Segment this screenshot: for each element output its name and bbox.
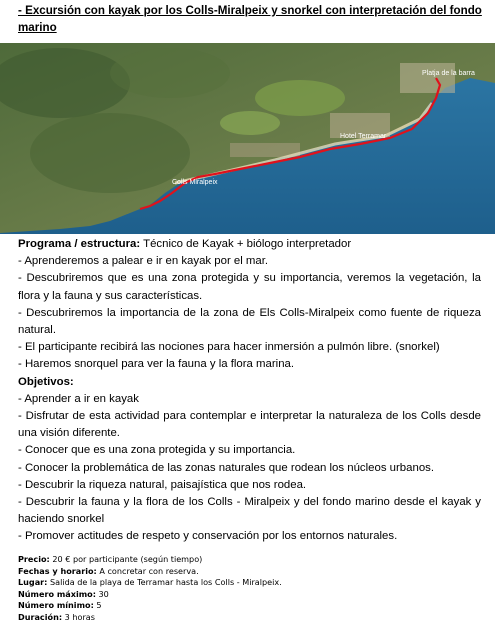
list-item: - Promover actitudes de respeto y conservación por los entornos naturales. — [18, 530, 398, 543]
list-item: - Aprenderemos a palear e ir en kayak por el mar. — [18, 255, 269, 268]
list-item: - El participante recibirá las nociones para hacer inmersión a pulmón libre. (snorkel) — [18, 341, 440, 354]
detail-value: 5 — [93, 600, 102, 610]
list-item: - Conocer que es una zona protegida y su importancia. — [18, 444, 296, 457]
detail-minimo — [18, 600, 481, 612]
page-title: - Excursión con kayak por los Colls-Miralpeix y snorkel con interpretación del fondo marino — [18, 4, 482, 34]
detail-value: A concretar con reserva. — [96, 565, 199, 576]
map-label-colls: Colls Miralpeix — [172, 179, 218, 186]
detail-fechas — [18, 566, 481, 578]
map-label-hotel: Hotel Terramar — [340, 133, 387, 140]
detail-value: 3 horas — [62, 611, 95, 622]
detail-duracion — [18, 612, 481, 624]
programa-label: Programa / estructura: — [18, 238, 141, 250]
detail-label: Número máximo: — [18, 588, 96, 599]
list-item: - Descubriremos la importancia de la zona de Els Colls-Miralpeix como fuente de riqueza natural. — [18, 306, 481, 337]
list-item: - Descubrir la riqueza natural, paisajística que nos rodea. — [18, 478, 307, 491]
detail-label: Duración: — [18, 611, 63, 622]
detail-value: 30 — [95, 588, 109, 599]
detail-label: Lugar: — [18, 577, 48, 587]
detail-lugar — [18, 577, 481, 589]
detail-precio — [18, 554, 481, 566]
list-item: - Conocer la problemática de las zonas naturales que rodean los núcleos urbanos. — [18, 461, 435, 474]
list-item: - Aprender a ir en kayak — [18, 392, 139, 405]
list-item: - Descubrir la fauna y la flora de los Colls - Miralpeix y del fondo marino desde el kayak y haciendo snorkel — [18, 496, 481, 526]
objetivos-label: Objetivos: — [18, 375, 74, 388]
detail-value: 20 € por participante (según tiempo) — [49, 554, 203, 564]
list-item: - Descubriremos que es una zona protegida y su importancia, veremos la vegetación, la flora y la fauna y sus características. — [18, 272, 481, 302]
detail-label: Fechas y horario: — [18, 565, 97, 576]
detail-label: Precio: — [18, 554, 50, 564]
aerial-route-map — [0, 43, 495, 234]
map-label-playa: Platja de la barra — [422, 70, 475, 77]
programa-line — [18, 236, 481, 253]
detail-maximo — [18, 589, 481, 601]
detail-value: Salida de la playa de Terramar hasta los Colls - Miralpeix. — [47, 577, 282, 587]
list-item: - Disfrutar de esta actividad para contemplar e interpretar la naturaleza de los Colls desde una visión diferente. — [18, 410, 481, 440]
program-description — [18, 236, 481, 546]
detail-label: Número mínimo: — [18, 600, 94, 610]
activity-details — [18, 554, 481, 623]
list-item: - Haremos snorquel para ver la fauna y la flora marina. — [18, 358, 295, 371]
programa-text: Técnico de Kayak + biólogo interpretador — [140, 238, 352, 250]
